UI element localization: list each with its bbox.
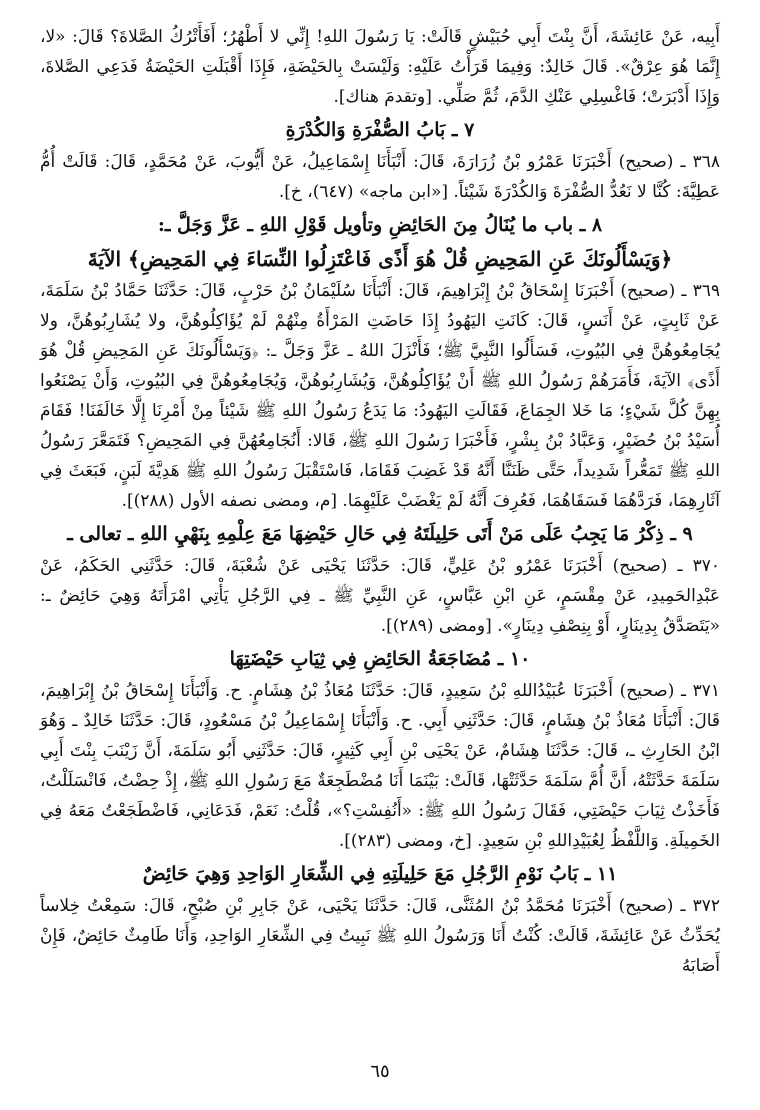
paragraph-hadith-371: ٣٧١ ـ (صحيح) أَخْبَرَنَا عُبَيْدُاللهِ بْنُ سَعِيدٍ، قَالَ: حَدَّثَنَا مُعَاذُ بْنُ هِشَامٍ. ح. وَأَنْبَأَنَا إِسْحَاقُ بْنُ إِبْرَاهِيمَ، قَالَ: أَنْبَأَنَا مُعَاذُ بْنُ هِشَامٍ، قَالَ: حَدَّثَنِي أَبِي. ح. وَأَنْبَأَنَا إِسْمَاعِيلُ بْنُ مَسْعُودٍ، قَالَ: حَدَّثَنَا خَالِدٌ ـ وَهُوَ ابْنُ الحَارِثِ ـ، قَالَ: حَدَّثَنَا هِشَامٌ، عَنْ يَحْيَى بْنِ أَبِي كَثِيرٍ، قَالَ: حَدَّثَنِي أَبُو سَلَمَةَ، أَنَّ زَيْنَبَ بِنْتَ أَبِي سَلَمَةَ حَدَّثَتْهُ، أَنَّ أُمَّ سَلَمَةَ حَدَّثَتْهَا، قَالَتْ: بَيْنَمَا أَنَا مُضْطَجِعَةٌ مَعَ رَسُولِ اللهِ ﷺ، إِذْ حِضْتُ، فَانْسَلَلْتُ، فَأَخَذْتُ ثِيَابَ حَيْضَتِي، فَقَالَ رَسُولُ اللهِ ﷺ: «أَنُفِسْتِ؟»، قُلْتُ: نَعَمْ، فَدَعَانِي، فَاضْطَجَعْتُ مَعَهُ فِي الخَمِيلَةِ. وَاللَّفْظُ لِعُبَيْدِاللهِ بْنِ سَعِيدٍ. [خ، ومضى (٢٨٣)]. bbox=[40, 681, 720, 851]
chapter-heading-8-verse: ﴿وَيَسْأَلُونَكَ عَنِ المَحِيضِ قُلْ هُوَ أَذًى فَاعْتَزِلُوا النِّسَاءَ فِي المَحِيضِ﴾ الآيَةَ bbox=[87, 247, 673, 271]
paragraph-hadith-370: ٣٧٠ ـ (صحيح) أَخْبَرَنَا عَمْرُو بْنُ عَلِيٍّ، قَالَ: حَدَّثَنَا يَحْيَى عَنْ شُعْبَةَ، قَالَ: حَدَّثَنِي الحَكَمُ، عَنْ عَبْدِالحَمِيدِ، عَنْ مِقْسَمٍ، عَنِ ابْنِ عَبَّاسٍ، عَنِ النَّبِيِّ ﷺ ـ فِي الرَّجُلِ يَأْتِي امْرَأَتَهُ وَهِيَ حَائِضٌ ـ: «يَتَصَدَّقُ بِدِينَارٍ، أَوْ بِنِصْفِ دِينَارٍ». [ومضى (٢٨٩)]. bbox=[40, 556, 720, 636]
chapter-heading-10: ١٠ ـ مُضَاجَعَةُ الحَائِضِ فِي ثِيَابِ حَيْضَتِهَا bbox=[229, 648, 531, 670]
paragraph-hadith-369: ٣٦٩ ـ (صحيح) أَخْبَرَنَا إِسْحَاقُ بْنُ إِبْرَاهِيمَ، قَالَ: أَنْبَأَنَا سُلَيْمَانُ بْنُ حَرْبٍ، قَالَ: حَدَّثَنَا حَمَّادُ بْنُ سَلَمَةَ، عَنْ ثَابِتٍ، عَنْ أَنَسٍ، قَالَ: كَانَتِ اليَهُودُ إِذَا حَاضَتِ المَرْأَةُ مِنْهُمْ لَمْ يُؤَاكِلُوهُنَّ، ولا يُشَارِبُوهُنَّ، ولا يُجَامِعُوهُنَّ فِي البُيُوتِ، فَسَأَلُوا النَّبِيَّ ﷺ؛ فَأَنْزَلَ اللهُ ـ عَزَّ وَجَلَّ ـ: ﴿وَيَسْأَلُونَكَ عَنِ المَحِيضِ قُلْ هُوَ أَذًى﴾ الآيَةَ، فَأَمَرَهُمْ رَسُولُ اللهِ ﷺ أَنْ يُؤَاكِلُوهُنَّ، وَيُشَارِبُوهُنَّ، وَيُجَامِعُوهُنَّ فِي البُيُوتِ، وَأَنْ يَصْنَعُوا بِهِنَّ كُلَّ شَيْءٍ؛ مَا خَلا الجِمَاعَ، فَقَالَتِ اليَهُودُ: مَا يَدَعُ رَسُولُ اللهِ ﷺ شَيْئاً مِنْ أَمْرِنَا إِلَّا خَالَفَنَا! فَقَامَ أُسَيْدُ بْنُ حُضَيْرٍ، وَعَبَّادُ بْنُ بِشْرٍ، فَأَخْبَرَا رَسُولَ اللهِ ﷺ، قَالا: أَنُجَامِعُهُنَّ فِي المَحِيضِ؟ فَتَمَعَّرَ رَسُولُ اللهِ ﷺ تَمَعُّراً شَدِيداً، حَتَّى ظَنَنَّا أَنَّهُ قَدْ غَضِبَ فَقَامَا، فَاسْتَقْبَلَ رَسُولُ اللهِ ﷺ هَدِيَّةَ لَبَنٍ، فَبَعَثَ فِي آثَارِهِمَا، فَرَدَّهُمَا فَسَقَاهُمَا، فَعُرِفَ أَنَّهُ لَمْ يَغْضَبْ عَلَيْهِمَا. [م، ومضى نصفه الأول (٢٨٨)]. bbox=[40, 281, 720, 511]
paragraph-hadith-continuation: أَبِيه، عَنْ عَائِشَةَ، أَنَّ بِنْتَ أَبِي حُبَيْشٍ قَالَتْ: يَا رَسُولَ اللهِ! إِنِّي لا أَطْهُرُ؛ أَفَأَتْرُكُ الصَّلاةَ؟ قَالَ: «لا، إِنَّمَا هُوَ عِرْقٌ». قَالَ خَالِدٌ: وَفِيمَا قَرَأْتُ عَلَيْهِ: وَلَيْسَتْ بِالحَيْضَةِ، فَإِذَا أَقْبَلَتِ الحَيْضَةُ فَدَعِي الصَّلاةَ، وَإِذَا أَدْبَرَتْ؛ فَاغْسِلِي عَنْكِ الدَّمَ، ثُمَّ صَلِّي. [وتقدمَ هناك]. bbox=[40, 27, 720, 107]
paragraph-hadith-368: ٣٦٨ ـ (صحيح) أَخْبَرَنَا عَمْرُو بْنُ زُرَارَةَ، قَالَ: أَنْبَأَنَا إِسْمَاعِيلُ، عَنْ أَيُّوبَ، عَنْ مُحَمَّدٍ، قَالَ: قَالَتْ أُمُّ عَطِيَّةَ: كُنَّا لا نَعُدُّ الصُّفْرَةَ وَالكُدْرَةَ شَيْئاً. [«ابن ماجه» (٦٤٧)، خ]. bbox=[40, 152, 720, 202]
chapter-heading-11: ١١ ـ بَابُ نَوْمِ الرَّجُلِ مَعَ حَلِيلَتِهِ فِي الشِّعَارِ الوَاحِدِ وَهِيَ حَائِضٌ bbox=[142, 863, 618, 885]
chapter-heading-9: ٩ ـ ذِكْرُ مَا يَجِبُ عَلَى مَنْ أَتَى حَلِيلَتَهُ فِي حَالِ حَيْضِهَا مَعَ عِلْمِهِ بِنَهْيِ اللهِ ـ تعالى ـ bbox=[67, 523, 693, 545]
chapter-heading-8: ٨ ـ باب ما يُنَالُ مِنَ الحَائِضِ وتأويل قَوْلِ اللهِ ـ عَزَّ وَجَلَّ ـ: bbox=[157, 214, 603, 236]
paragraph-hadith-372: ٣٧٢ ـ (صحيح) أَخْبَرَنَا مُحَمَّدُ بْنُ المُثَنَّى، قَالَ: حَدَّثَنَا يَحْيَى، عَنْ جَابِرِ بْنِ صُبْحٍ، قَالَ: سَمِعْتُ خِلاساً يُحَدِّثُ عَنْ عَائِشَةَ، قَالَتْ: كُنْتُ أَنَا وَرَسُولُ اللهِ ﷺ نَبِيتُ فِي الشِّعَارِ الوَاحِدِ، وَأَنَا طَامِثٌ حَائِضٌ، فَإِنْ أَصَابَهُ bbox=[40, 896, 720, 976]
page-number: ٦٥ bbox=[370, 1061, 390, 1082]
chapter-heading-7: ٧ ـ بَابُ الصُّفْرَةِ وَالكُدْرَةِ bbox=[285, 119, 475, 141]
page-body bbox=[40, 22, 720, 1080]
